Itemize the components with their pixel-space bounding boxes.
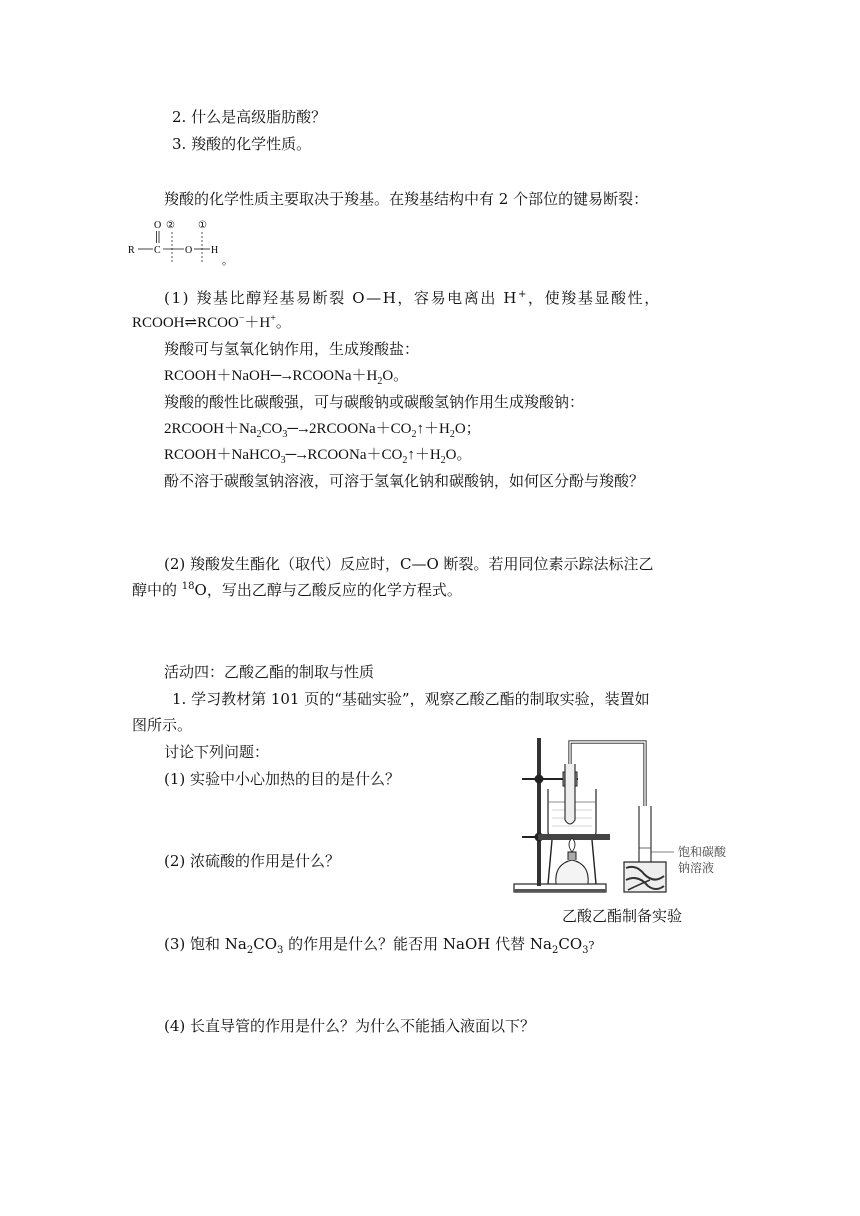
- question-2: 2. 什么是高级脂肪酸？: [172, 108, 327, 126]
- eq2-d: ↑＋H: [416, 421, 450, 437]
- eq-plus-sup: +: [270, 313, 276, 324]
- carboxyl-structure-diagram: [126, 216, 236, 268]
- eq3-e: O。: [445, 447, 472, 463]
- struct-c: C: [154, 245, 161, 256]
- equilibrium-arrow: ⇌: [184, 315, 198, 331]
- equation-2: [164, 418, 481, 440]
- point-2-line2: [132, 579, 462, 601]
- discussion-question-4: (4) 长直导管的作用是什么？为什么不能插入液面以下？: [164, 1017, 536, 1035]
- eq2-s2: 3: [282, 429, 288, 440]
- eq2-e: O；: [454, 421, 481, 437]
- activity-4-item-1-line1: 1. 学习教材第 101 页的“基础实验”，观察乙酸乙酯的制取实验，装置如: [172, 690, 650, 708]
- eq2-arrow: ─→: [287, 421, 309, 437]
- eq-rcooh: RCOOH: [132, 315, 185, 331]
- eq3-s2: 2: [402, 455, 408, 466]
- intro-text: 羧酸的化学性质主要取决于羧基。在羧基结构中有 2 个部位的键易断裂：: [164, 190, 649, 208]
- discussion-question-3: [164, 933, 594, 957]
- h-plus-sup: +: [518, 289, 529, 300]
- activity-4-heading: 活动四：乙酸乙酯的制取与性质: [164, 663, 375, 681]
- struct-mark-2: ②: [166, 220, 175, 231]
- eq2-a: 2RCOOH＋Na: [164, 421, 257, 437]
- point-2-line2b: O，写出乙醇与乙酸反应的化学方程式。: [194, 581, 462, 599]
- eq3-s3: 2: [440, 455, 446, 466]
- eq3-s1: 3: [280, 455, 286, 466]
- point-2-line1: (2) 羧酸发生酯化（取代）反应时，C—O 断裂。若用同位素示踪法标注乙: [164, 555, 654, 573]
- naoh-intro: 羧酸可与氢氧化钠作用，生成羧酸盐：: [164, 340, 420, 358]
- eq1-rhs: RCOONa＋H: [292, 368, 378, 384]
- dq3-s1: 2: [246, 945, 254, 956]
- discussion-question-2: (2) 浓硫酸的作用是什么？: [164, 852, 341, 870]
- dq3-e: ?: [588, 939, 595, 952]
- phenol-question: 酚不溶于碳酸氢钠溶液，可溶于氢氧化钠和碳酸钠，如何区分酚与羧酸？: [164, 472, 645, 490]
- ionization-equation: [132, 312, 291, 334]
- eq1-sub: 2: [377, 376, 383, 387]
- dq3-s2: 3: [277, 945, 284, 956]
- eq2-c: 2RCOONa＋CO: [308, 421, 412, 437]
- dq3-s3: 2: [551, 945, 559, 956]
- dq3-s4: 3: [582, 945, 589, 956]
- point-1-line1: [164, 287, 661, 309]
- equation-3: [164, 444, 472, 466]
- dq3-a: (3) 饱和 Na: [164, 935, 247, 953]
- eq-rcoo: RCOO: [197, 315, 239, 331]
- equation-1: [164, 365, 408, 387]
- struct-o-top: O: [154, 220, 162, 231]
- eq2-s3: 2: [411, 429, 417, 440]
- eq1-end: O。: [382, 368, 409, 384]
- struct-r: R: [128, 245, 135, 256]
- eq1-arrow: ─→: [270, 368, 293, 384]
- point-2-line2a: 醇中的: [132, 581, 182, 599]
- eq2-s4: 2: [449, 429, 455, 440]
- eq-minus-sup: −: [238, 313, 245, 324]
- point-1-tail: ，使羧基显酸性，: [528, 289, 661, 307]
- ethyl-acetate-apparatus-diagram: [508, 734, 770, 900]
- dq3-d: CO: [558, 935, 583, 953]
- figure-label-line2: 钠溶液: [678, 861, 715, 875]
- point-1-text: 羧基比醇羟基易断裂 O—H，容易电离出 H: [196, 289, 519, 307]
- dq3-c: 的作用是什么？能否用 NaOH 代替 Na: [283, 935, 552, 953]
- struct-mark-1: ①: [198, 220, 207, 231]
- eq3-a: RCOOH＋NaHCO: [164, 447, 281, 463]
- struct-end: 。: [222, 255, 233, 267]
- question-3: 3. 羧酸的化学性质。: [172, 135, 312, 153]
- eq3-d: ↑＋H: [407, 447, 441, 463]
- stronger-acid-text: 羧酸的酸性比碳酸强，可与碳酸钠或碳酸氢钠作用生成羧酸钠：: [164, 393, 585, 411]
- discussion-question-1: (1) 实验中小心加热的目的是什么？: [164, 770, 401, 788]
- activity-4-item-1-line2: 图所示。: [132, 716, 193, 734]
- dq3-b: CO: [253, 935, 278, 953]
- figure-caption: 乙酸乙酯制备实验: [562, 907, 683, 925]
- struct-h: H: [211, 245, 219, 256]
- point-1-label: (1): [164, 289, 191, 307]
- discuss-heading: 讨论下列问题：: [164, 743, 270, 761]
- struct-o-mid: O: [185, 245, 193, 256]
- o18-sup: 18: [181, 581, 195, 592]
- eq3-c: RCOONa＋CO: [307, 447, 403, 463]
- figure-label-line1: 饱和碳酸: [678, 845, 727, 859]
- eq2-b: CO: [261, 421, 283, 437]
- eq2-s1: 2: [256, 429, 262, 440]
- eq-h: ＋H: [244, 315, 271, 331]
- eq-end: 。: [275, 315, 291, 331]
- eq3-arrow: ─→: [285, 447, 308, 463]
- eq1-lhs: RCOOH＋NaOH: [164, 368, 271, 384]
